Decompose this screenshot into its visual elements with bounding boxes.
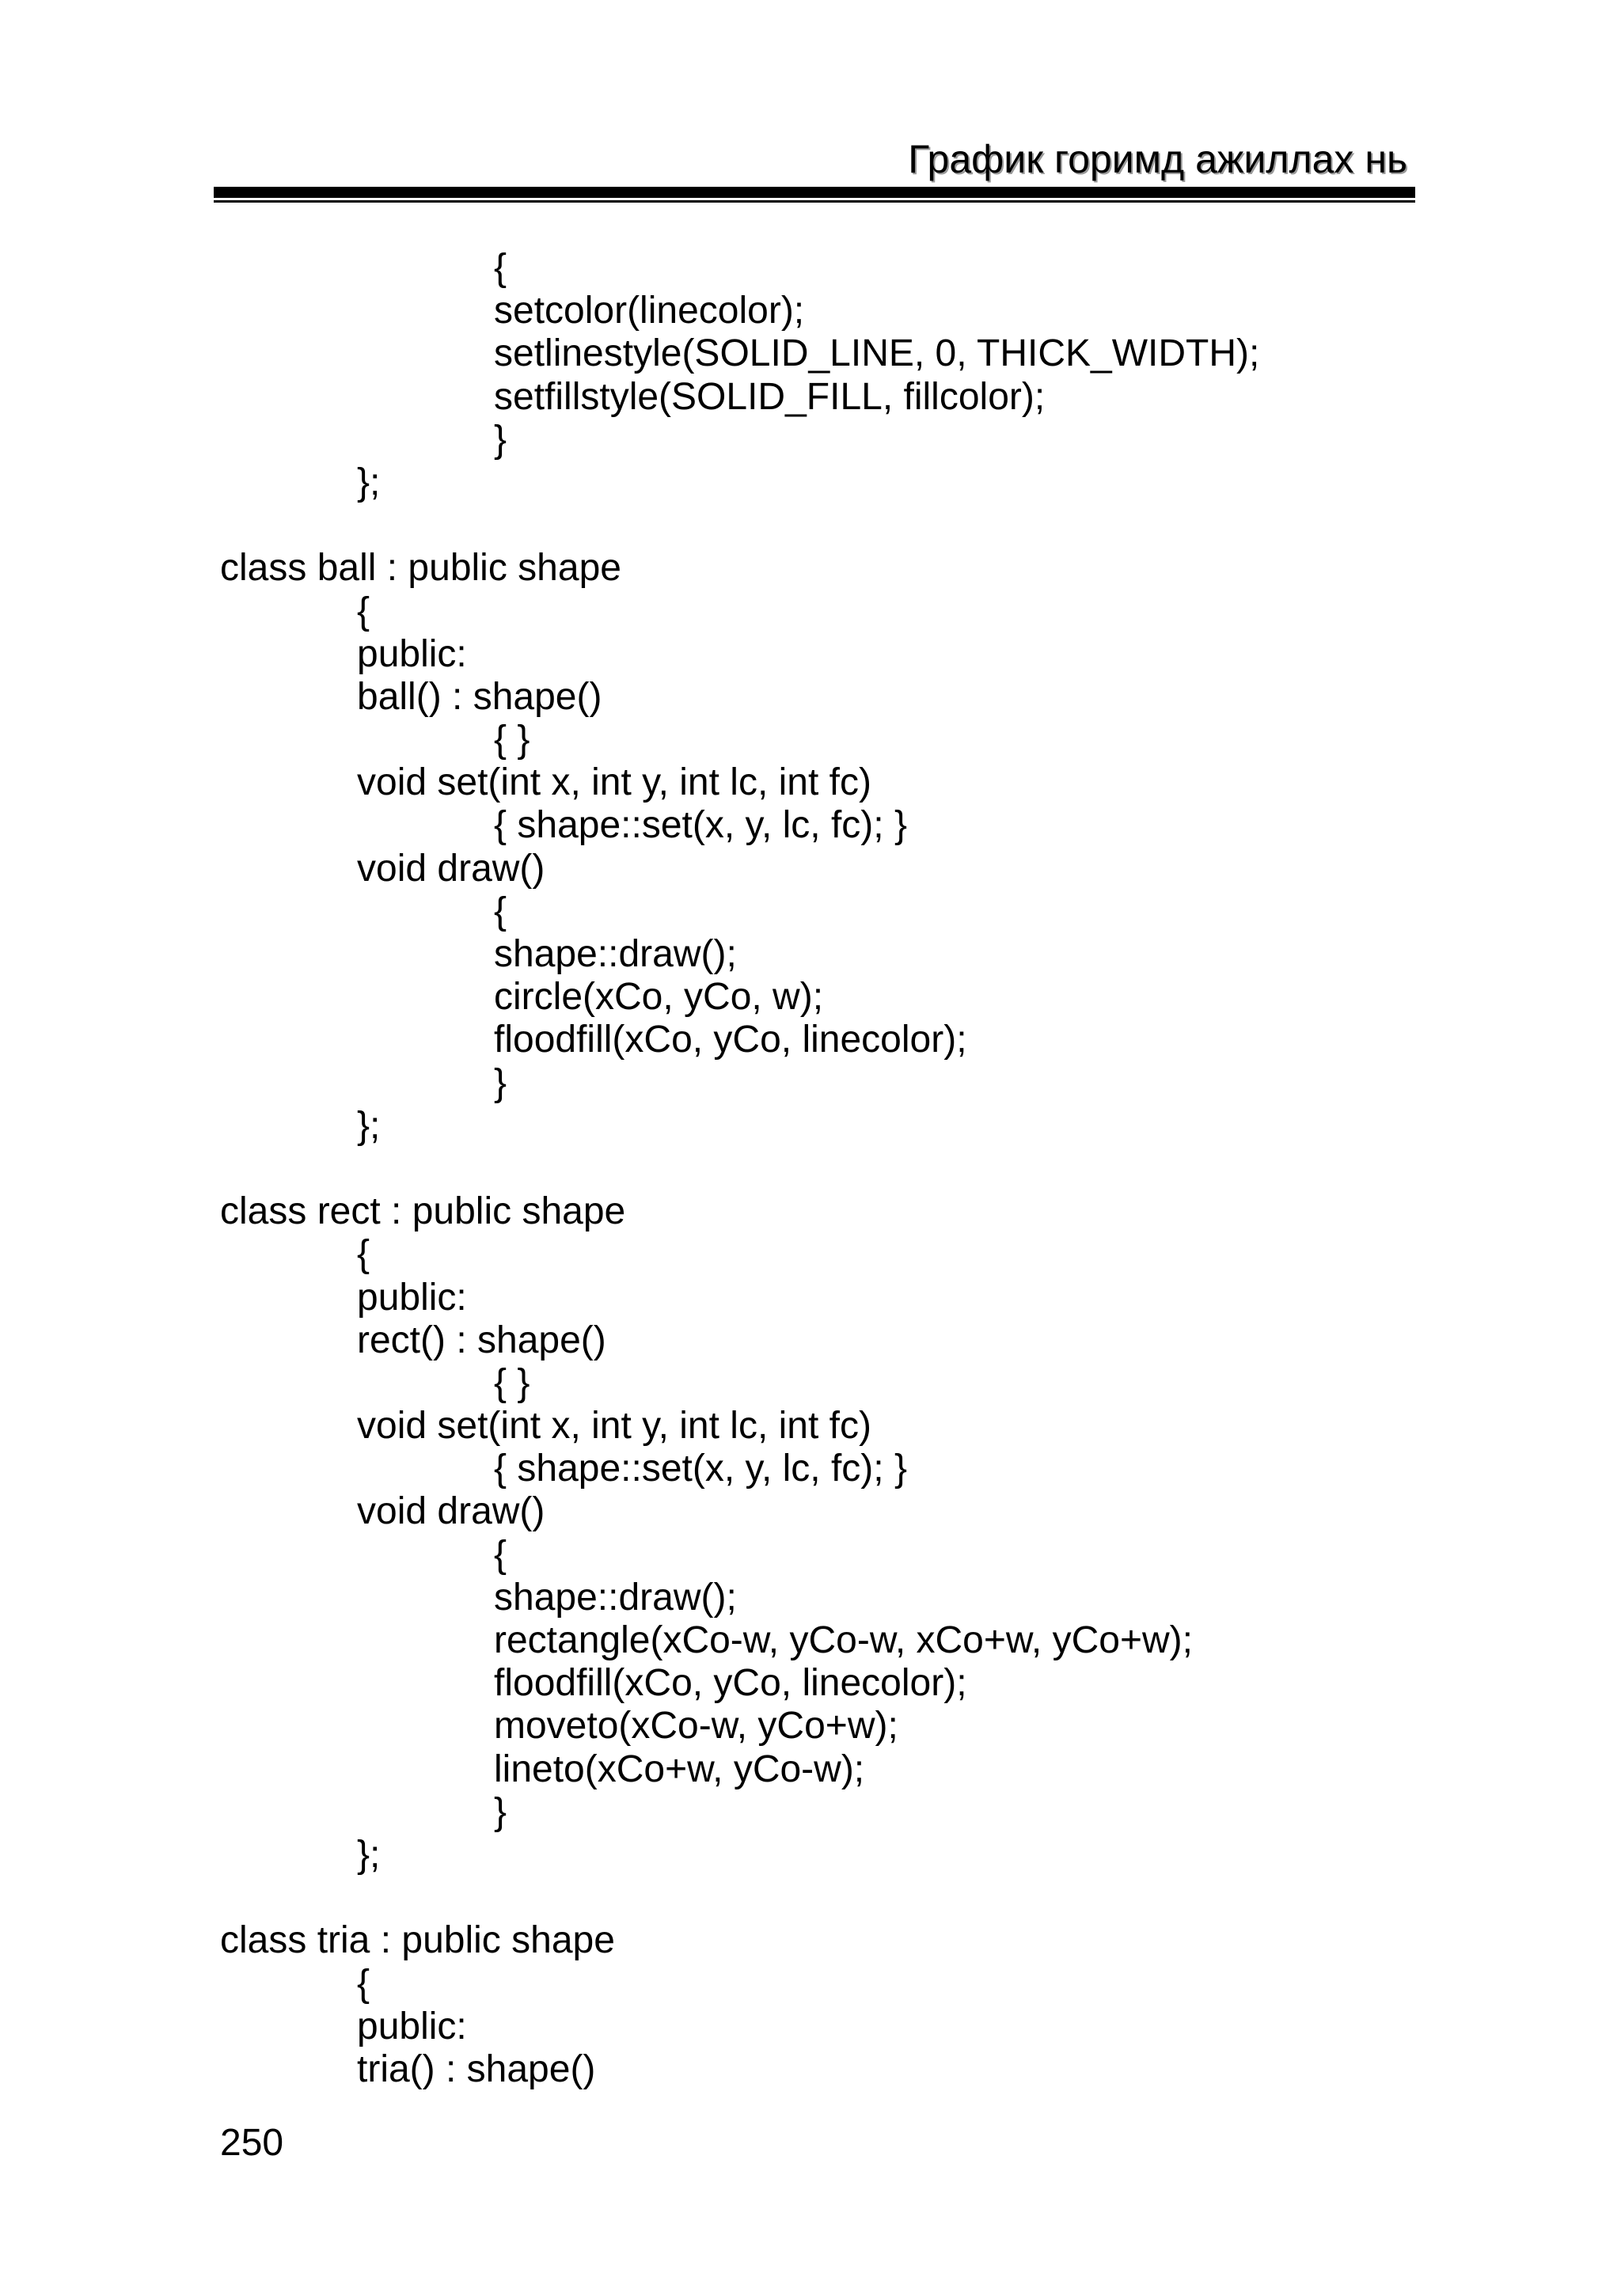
code-line: { bbox=[494, 247, 507, 289]
code-line: void draw() bbox=[357, 847, 545, 890]
code-line: }; bbox=[357, 1104, 381, 1147]
code-line: { bbox=[494, 890, 507, 932]
code-line: { } bbox=[494, 1361, 530, 1404]
code-line: circle(xCo, yCo, w); bbox=[494, 976, 824, 1019]
code-line: { bbox=[357, 1962, 370, 2005]
code-line: void set(int x, int y, int lc, int fc) bbox=[357, 1405, 871, 1448]
header-rule-thin bbox=[214, 200, 1415, 203]
code-line: setfillstyle(SOLID_FILL, fillcolor); bbox=[494, 375, 1046, 418]
code-line: class rect : public shape bbox=[220, 1190, 626, 1233]
code-line: public: bbox=[357, 2005, 467, 2047]
code-line: }; bbox=[357, 1833, 381, 1876]
code-line: { bbox=[494, 1533, 507, 1576]
code-line: { } bbox=[494, 719, 530, 761]
code-line: class tria : public shape bbox=[220, 1919, 615, 1962]
code-listing bbox=[220, 247, 1407, 2091]
code-line: public: bbox=[357, 632, 467, 675]
code-line: floodfill(xCo, yCo, linecolor); bbox=[494, 1662, 967, 1705]
code-line: moveto(xCo-w, yCo+w); bbox=[494, 1705, 898, 1748]
code-line: } bbox=[494, 1061, 507, 1104]
code-line: shape::draw(); bbox=[494, 933, 737, 975]
code-line: rectangle(xCo-w, yCo-w, xCo+w, yCo+w); bbox=[494, 1619, 1193, 1661]
code-line: { bbox=[357, 590, 370, 632]
code-line: public: bbox=[357, 1276, 467, 1319]
blank-line bbox=[220, 1148, 1407, 1190]
blank-line bbox=[220, 504, 1407, 547]
code-line: setlinestyle(SOLID_LINE, 0, THICK_WIDTH); bbox=[494, 332, 1260, 375]
page-number: 250 bbox=[220, 2122, 284, 2164]
code-line: }; bbox=[357, 461, 381, 503]
code-line: { bbox=[357, 1233, 370, 1276]
header-rule-thick bbox=[214, 187, 1415, 198]
code-line: void draw() bbox=[357, 1490, 545, 1533]
code-line: rect() : shape() bbox=[357, 1319, 606, 1361]
code-line: shape::draw(); bbox=[494, 1576, 737, 1619]
code-line: { shape::set(x, y, lc, fc); } bbox=[494, 1448, 907, 1490]
code-line: floodfill(xCo, yCo, linecolor); bbox=[494, 1019, 967, 1061]
code-line: } bbox=[494, 418, 507, 461]
code-line: void set(int x, int y, int lc, int fc) bbox=[357, 761, 871, 804]
code-line: setcolor(linecolor); bbox=[494, 290, 805, 332]
code-line: { shape::set(x, y, lc, fc); } bbox=[494, 804, 907, 847]
blank-line bbox=[220, 1877, 1407, 1919]
code-line: class ball : public shape bbox=[220, 547, 621, 590]
code-line: tria() : shape() bbox=[357, 2047, 596, 2090]
code-line: ball() : shape() bbox=[357, 675, 602, 718]
running-header: График горимд ажиллах нь bbox=[908, 137, 1407, 181]
code-line: } bbox=[494, 1790, 507, 1833]
code-line: lineto(xCo+w, yCo-w); bbox=[494, 1748, 865, 1790]
